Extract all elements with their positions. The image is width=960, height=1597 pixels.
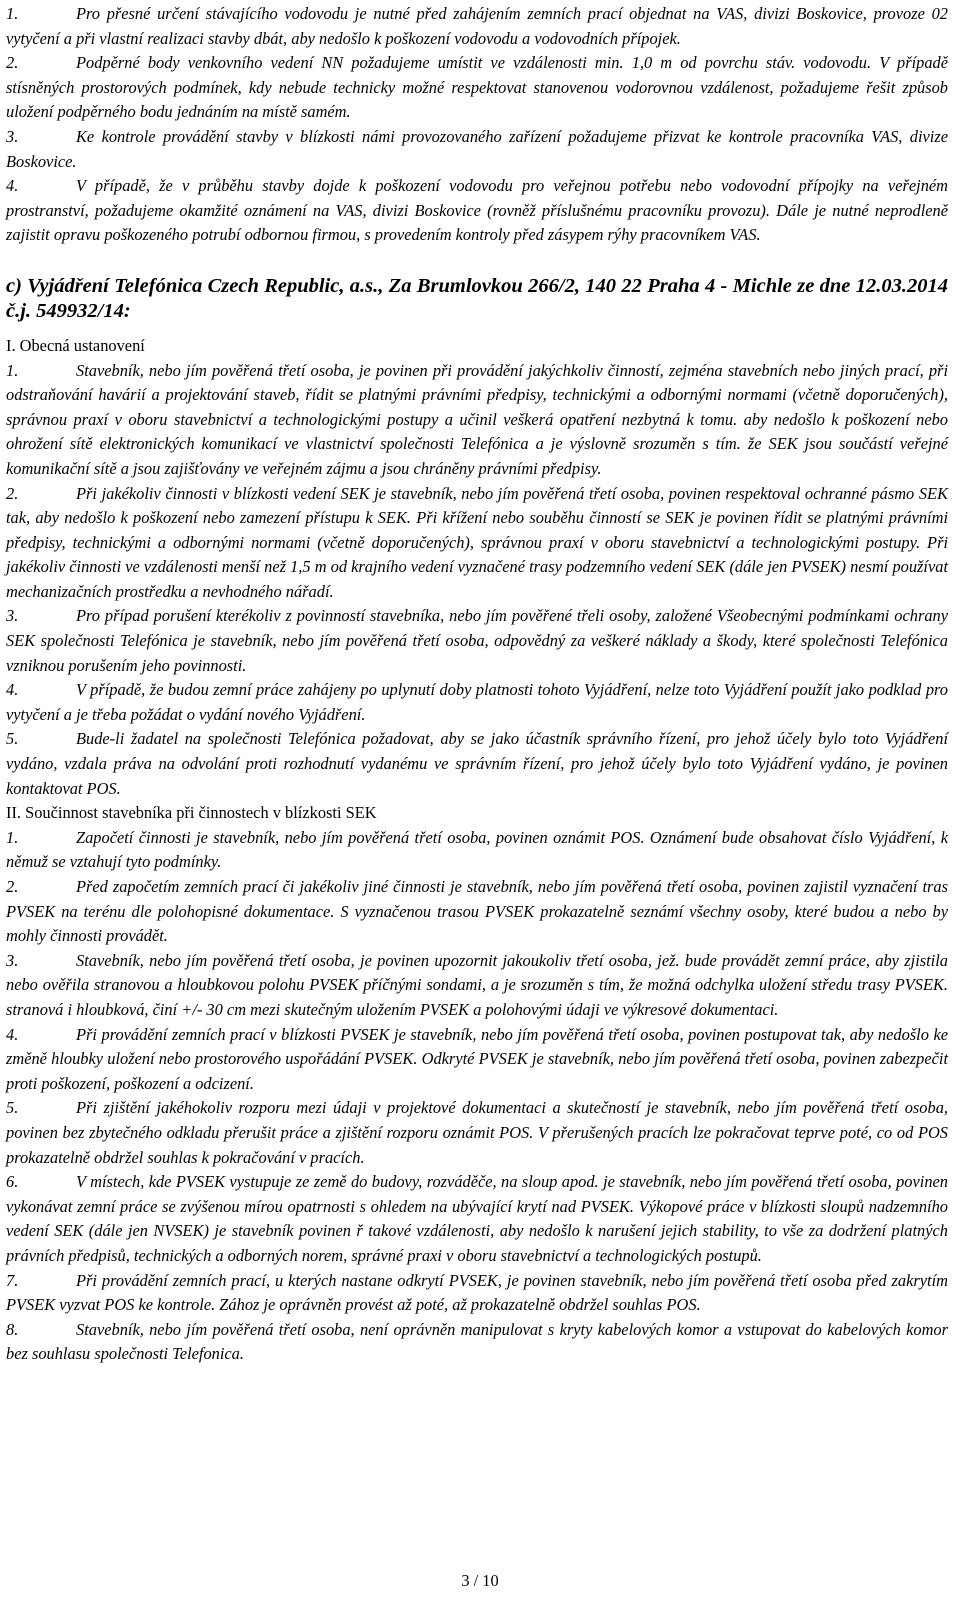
- item-number: 4.: [6, 680, 19, 700]
- s2-item: [6, 1023, 948, 1097]
- vas-item-2: [6, 51, 948, 125]
- item-number: 7.: [6, 1270, 19, 1290]
- item-text: Pro případ porušení kterékoliv z povinností stavebníka, nebo jím pověřené třeli osoby, založené Všeobecnými podmínkami ochrany SEK společnosti Telefónica je stavebník, nebo jím pověřená třetí osoba, odpovědný za veškeré náklady a škody, které společnosti Telefónica vzniknou porušením jeho povinnosti.: [6, 606, 948, 675]
- item-text: Pro přesné určení stávajícího vodovodu je nutné před zahájením zemních prací objednat na VAS, divizi Boskovice, provoze 02 vytyčení a při vlastní realizaci stavby dbát, aby nedošlo k poškození vodovodu a vodovodních přípojek.: [6, 4, 948, 48]
- item-number: 2.: [6, 483, 19, 503]
- item-text: Podpěrné body venkovního vedení NN požadujeme umístit ve vzdálenosti min. 1,0 m od povrchu stáv. vodovodu.: [76, 53, 872, 73]
- s2-item: [6, 826, 948, 875]
- s2-item: [6, 1096, 948, 1170]
- vas-item-1: [6, 2, 948, 51]
- section-heading-telefonica: c) Vyjádření Telefónica Czech Republic, a.s., Za Brumlovkou 266/2, 140 22 Praha 4 - Michle ze dne 12.03.2014 č.j. 549932/14:: [6, 274, 948, 322]
- item-number: 5.: [6, 729, 19, 749]
- item-text: Při provádění zemních prací, u kterých nastane odkrytí PVSEK, je povinen stavebník, nebo jím pověřená třetí osoba před zakrytím PVSEK vyzvat POS ke kontrole. Zához je oprávněn provést až poté, až prokazatelně obdržel souhlas POS.: [6, 1270, 948, 1315]
- item-number: 2.: [6, 53, 19, 73]
- item-number: 5.: [6, 1098, 19, 1118]
- item-text: Stavebník, nebo jím pověřená třetí osoba, je povinen upozornit jakoukoliv třetí osoba, jež. bude provádět zemní práce, aby zjistila nebo ověřila stranovou a hloubkovou polohu PVSEK příčnými sondami, a je srozuměn s tím, že možná odchylka uložení středu trasy PVSEK. stranová i hloubková, činí +/- 30 cm mezi skutečným uložením PVSEK a polohovými údaji ve výkresové dokumentaci.: [6, 950, 948, 1019]
- vas-item-4: [6, 174, 948, 248]
- item-text: Ke kontrole provádění stavby v blízkosti námi provozovaného zařízení požadujeme přizvat ke kontrole pracovníka VAS, divize Boskovice.: [6, 126, 948, 171]
- item-number: 4.: [6, 176, 19, 196]
- item-number: 6.: [6, 1172, 19, 1192]
- item-number: 1.: [6, 4, 19, 23]
- item-text: Stavebník, nebo jím pověřená třetí osoba, je povinen při provádění jakýchkoliv činností, zejména stavebních nebo jiných prací, při odstraňování havárií a projektování staveb, řídit se platnými právními předpisy, technickými a odbornými normami (včetně doporučených), správnou praxí v oboru stavebnictví a technologickými postupy a učinil veškerá opatření nezbytná k tomu. aby nedošlo k poškození nebo ohrožení sítě elektronických komunikací ve vlastnictví společnosti Telefónica a je výslovně srozuměn s tím. že SEK jsou součástí veřejné komunikační sítě a jsou zajišťovány ve veřejném zájmu a jsou chráněny právními předpisy.: [6, 360, 948, 478]
- item-text: Stavebník, nebo jím pověřená třetí osoba, není oprávněn manipulovat s kryty kabelových komor a vstupovat do kabelových komor bez souhlasu společnosti Telefonica.: [6, 1319, 948, 1364]
- item-text: V místech, kde PVSEK vystupuje ze země do budovy, rozváděče, na sloup apod. je stavebník, nebo jím pověřená třetí osoba, povinen vykonávat zemní práce se zvýšenou mírou opatrnosti s ohledem na ubývající krytí nad PVSEK. Výkopové práce v blízkosti sloupů nadzemního vedení SEK (dále jen NVSEK) je stavebník povinen ř takové vzdálenosti, aby nedošlo k narušení jejich stability, to vše za dodržení platných právních předpisů, technických a odborných norem, správné praxi v oboru stavebnictví a technologických postupů.: [6, 1172, 948, 1265]
- s1-item: [6, 727, 948, 801]
- item-number: 1.: [6, 827, 19, 847]
- item-text: Bude-li žadatel na společnosti Telefónica požadovat, aby se jako účastník správního řízení, pro jehož účely bylo toto Vyjádření vydáno, vzdala práva na odvolání proti rozhodnutí vydanému ve správním řízení, pro jehož účely bylo toto Vyjádření vydáno, je povinen kontaktovat POS.: [6, 729, 948, 798]
- item-text: Při zjištění jakéhokoliv rozporu mezi údaji v projektové dokumentaci a skutečností je stavebník, nebo jím pověřená třetí osoba, povinen bez zbytečného odkladu přerušit práce a zjištění rozporu oznámit POS. V přerušených pracích lze pokračovat teprve poté, co od POS prokazatelně obdržel souhlas k pokračování v pracích.: [6, 1098, 948, 1167]
- s1-item: [6, 604, 948, 678]
- section1-title: I. Obecná ustanovení: [6, 335, 145, 355]
- s1-item: [6, 482, 948, 605]
- s2-item: [6, 949, 948, 1023]
- item-text-b: Dále je nutné neprodleně zajistit opravu poškozeného potrubí odbornou firmou, s provedením kontroly před zásypem rýhy pracovníkem VAS.: [6, 200, 948, 245]
- vas-item-3: [6, 125, 948, 174]
- s1-item: [6, 678, 948, 727]
- s2-item: [6, 875, 948, 949]
- item-number: 3.: [6, 950, 19, 970]
- item-number: 3.: [6, 606, 19, 626]
- document-page: [6, 2, 948, 1367]
- item-text: V případě, že budou zemní práce zahájeny po uplynutí doby platnosti tohoto Vyjádření, nelze toto Vyjádření použít jako podklad pro vytyčení a je třeba požádat o vydání nového Vyjádření.: [6, 680, 948, 724]
- section2-title: II. Součinnost stavebníka při činnostech v blízkosti SEK: [6, 803, 377, 823]
- s2-item: [6, 1318, 948, 1367]
- item-text: Při provádění zemních prací v blízkosti PVSEK je stavebník, nebo jím pověřená třetí osoba, povinen postupovat tak, aby nedošlo ke změně hloubky uložení nebo prostorového uspořádání PVSEK. Odkryté PVSEK je stavebník, nebo jím pověřená třetí osoba, povinen zabezpečit proti poškození, poškození a odcizení.: [6, 1024, 948, 1093]
- item-text: Při jakékoliv činnosti v blízkosti vedení SEK je stavebník, nebo jím pověřená třetí osoba, povinen respektoval ochranné pásmo SEK tak, aby nedošlo k poškození nebo zamezení přístupu k SEK. Při křížení nebo souběhu činností se SEK je povinen řídit se platnými právními předpisy, technickými a odbornými normami (včetně doporučených), správnou praxí v oboru stavebnictví a technologickými postupy. Při jakékoliv činnosti ve vzdálenosti menší než 1,5 m od krajního vedení vyznačené trasy podzemního vedení SEK (dále jen PVSEK) nesmí používat mechanizačních prostředku a nevhodného nářadí.: [6, 483, 948, 601]
- item-number: 2.: [6, 877, 19, 896]
- item-number: 3.: [6, 126, 19, 146]
- item-number: 8.: [6, 1319, 19, 1339]
- item-text: Před započetím zemních prací či jakékoliv jiné činnosti je stavebník, nebo jím pověřená třetí osoba, povinen zajistil vyznačení tras PVSEK na terénu dle polohopisné dokumentace. S vyznačenou trasou PVSEK prokazatelně seznámí všechny osoby, které budou a nebo by mohly činnosti provádět.: [6, 877, 948, 946]
- item-text: V případě, že v průběhu stavby dojde k poškození vodovodu pro veřejnou potřebu nebo vodovodní přípojky na veřejném prostranství, požadujeme okamžité oznámení na VAS, divizi Boskovice (rovněž příslušnému pracovníku provozu).: [6, 176, 948, 220]
- s2-item: [6, 1269, 948, 1318]
- s1-item: [6, 359, 948, 482]
- s2-item: [6, 1170, 948, 1268]
- page-number: 3 / 10: [461, 1571, 499, 1590]
- item-number: 4.: [6, 1024, 19, 1044]
- item-text: Započetí činnosti je stavebník, nebo jím pověřená třetí osoba, povinen oznámit POS. Oznámení bude obsahovat číslo Vyjádření, k němuž se vztahují tyto podmínky.: [6, 827, 948, 872]
- item-number: 1.: [6, 360, 19, 380]
- item-text-b: V případě stísněných prostorových podmínek, kdy nebude technicky možné respektovat stanovenou vodorovnou vzdálenost, požadujeme řešit způsob uložení podpěrného bodu jednáním na místě samém.: [6, 53, 949, 122]
